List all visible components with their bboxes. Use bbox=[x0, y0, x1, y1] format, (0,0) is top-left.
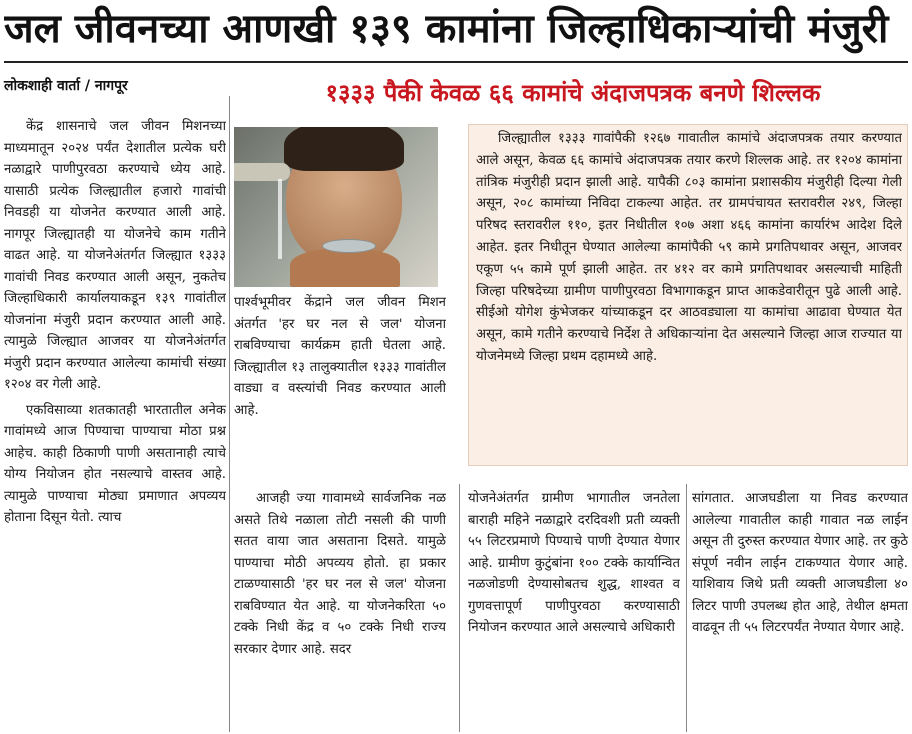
highlight-box-text bbox=[476, 128, 902, 464]
article-column-4 bbox=[692, 488, 908, 732]
child-drinking-from-tap-photo bbox=[234, 127, 438, 287]
photo-child-hands bbox=[290, 249, 400, 287]
photo-child-hair bbox=[284, 127, 404, 171]
column-2-paragraph-2: आजही ज्या गावामध्ये सार्वजनिक नळ असते तिथे नळाला तोटी नसली की पाणी सतत वाया जात असताना दिसते. यामुळे पाण्याचा मोठी अपव्यय होतो. हा प्रकार टाळण्यासाठी 'हर घर नल से जल' योजना राबविण्यात येत आहे. या योजनेकरिता ५० टक्के निधी केंद्र व ५० टक्के निधी राज्य सरकार देणार आहे. सदर bbox=[234, 491, 446, 657]
article-column-2-top bbox=[234, 292, 446, 488]
article-column-3 bbox=[468, 488, 680, 732]
column-1-paragraph-1: केंद्र शासनाचे जल जीवन मिशनच्या माध्यमातून २०२४ पर्यंत देशातील प्रत्येक घरी नळाद्वारे पाणीपुरवठा करण्याचे ध्येय आहे. यासाठी प्रत्येक जिल्ह्यातील हजारो गावांची निवडही या योजनेत करण्यात आली आहे. नागपूर जिल्ह्यातही या योजनेचे काम गतीने वाढत आहे. या योजनेअंतर्गत जिल्ह्यात १३३३ गावांची निवड करण्यात आली असून, नुकतेच जिल्हाधिकारी कार्यालयाकडून १३९ गावांतील योजनांना मंजुरी प्रदान करण्यात आली आहे. त्यामुळे जिल्ह्यात आजवर या योजनेअंतर्गत मंजुरी प्रदान करण्यात आलेल्या कामांची संख्या १२०४ वर गेली आहे. bbox=[4, 119, 226, 392]
highlight-box-paragraph: जिल्ह्यातील १३३३ गावांपैकी १२६७ गावातील कामांचे अंदाजपत्रक तयार करण्यात आले असून, केवळ ६६ कामांचे अंदाजपत्रक तयार करणे शिल्लक आहे. तर १२०४ कामांना तांत्रिक मंजुरीही प्रदान झाली आहे. यापैकी ८०३ कामांना प्रशासकीय मंजुरीही दिल्या गेली असून, २०८ कामांच्या निविदा टाकल्या आहेत. तर ग्रामपंचायत स्तरावरील २४९, जिल्हा परिषद स्तरावरील ११०, इतर निधीतील १०७ अशा ४६६ कामांना कार्यारंभ आदेश दिले आहेत. इतर निधीतून घेण्यात आलेल्या कामांपैकी ५९ कामे प्रगतिपथावर असून, आजवर एकूण ५५ कामे पूर्ण झाली आहेत. तर ४१२ वर कामे प्रगतिपथावर असल्याची माहिती जिल्हा परिषदेच्या ग्रामीण पाणीपुरवठा विभागाकडून प्राप्त आकडेवारीतून पुढे आली आहे. सीईओ योगेश कुंभेजकर यांच्याकडून दर आठवड्याला या कामांचा आढावा घेण्यात येत असून, कामे गतीने करण्याचे निर्देश ते अधिकाऱ्यांना देत असल्याने जिल्हा आज राज्यात या योजनेमध्ये जिल्हा प्रथम दहामध्ये आहे. bbox=[476, 131, 902, 364]
column-4-paragraph: सांगतात. आजघडीला या निवड करण्यात आलेल्या गावातील काही गावात नळ लाईन असून ती दुरुस्त करण्यात येणार आहे. तर कुठे संपूर्ण नवीन लाईन टाकण्यात येणार आहे. याशिवाय जिथे प्रती व्यक्ती आजघडीला ४० लिटर पाणी उपलब्ध होत आहे, तेथील क्षमता वाढवून ती ५५ लिटरपर्यंत नेण्यात येणार आहे. bbox=[692, 491, 908, 635]
column-1-paragraph-2: एकविसाव्या शतकातही भारतातील अनेक गावांमध्ये आज पिण्याचा पाण्याचा मोठा प्रश्न आहेच. काही ठिकाणी पाणी असतानाही त्याचे योग्य नियोजन होत नसल्याचे वास्तव आहे. त्यामुळे पाण्याचा मोठ्या प्रमाणात अपव्यय होताना दिसून येतो. त्याच bbox=[4, 402, 226, 525]
spoon-icon bbox=[322, 239, 376, 253]
headline-rule bbox=[4, 61, 908, 63]
column-2-paragraph-1: पार्श्वभूमीवर केंद्राने जल जीवन मिशन अंतर्गत 'हर घर नल से जल' योजना राबविण्याचा कार्यक्रम हाती घेतला आहे. जिल्ह्यातील १३ तालुक्यातील १३३३ गावांतील वाड्या व वस्त्यांची निवड करण्यात आली आहे. bbox=[234, 295, 446, 418]
column-divider bbox=[686, 484, 687, 732]
byline: लोकशाही वार्ता / नागपूर bbox=[4, 78, 128, 94]
water-stream-icon bbox=[278, 179, 282, 259]
column-divider bbox=[229, 96, 230, 732]
article-column-1 bbox=[4, 98, 226, 730]
column-divider bbox=[459, 484, 460, 732]
column-3-paragraph: योजनेअंतर्गत ग्रामीण भागातील जनतेला बाराही महिने नळाद्वारे दरदिवशी प्रती व्यक्ती ५५ लिटरप्रमाणे पिण्याचे पाणी देण्यात येणार आहे. ग्रामीण कुटुंबांना १०० टक्के कार्यान्वित नळजोडणी देण्यासोबतच शुद्ध, शाश्वत व गुणवत्तापूर्ण पाणीपुरवठा करण्यासाठी नियोजन करण्यात आले असल्याचे अधिकारी bbox=[468, 491, 680, 635]
subheadline: १३३३ पैकी केवळ ६६ कामांचे अंदाजपत्रक बनणे शिल्लक bbox=[325, 79, 821, 107]
headline: जल जीवनच्या आणखी १३९ कामांना जिल्हाधिकाऱ्यांची मंजुरी bbox=[4, 6, 889, 52]
article-column-2-bottom bbox=[234, 488, 446, 732]
